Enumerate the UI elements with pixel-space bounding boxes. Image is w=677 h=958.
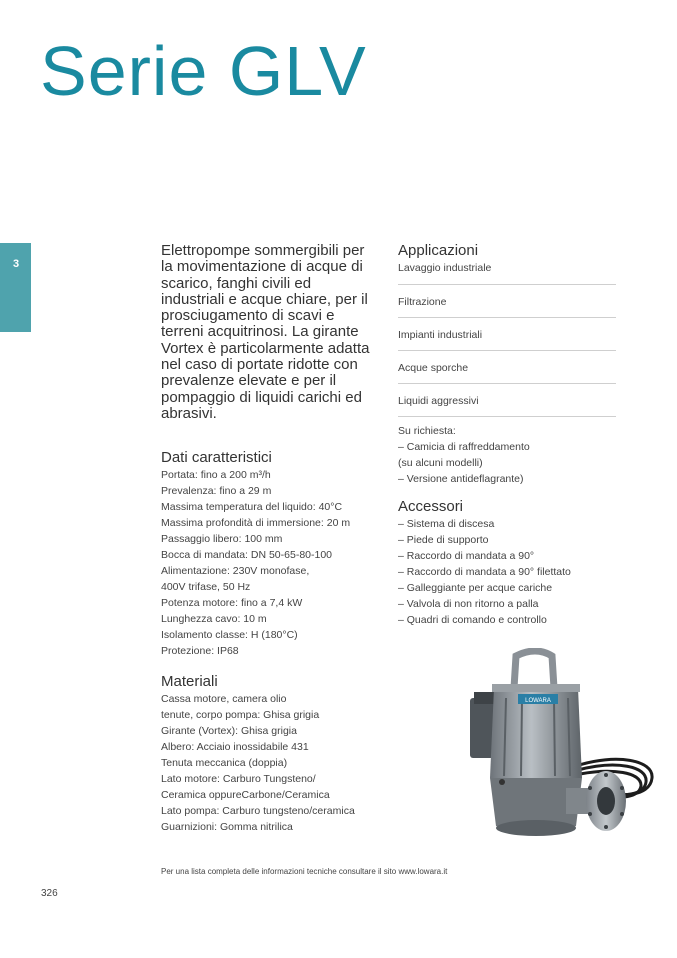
accessori-heading: Accessori (398, 498, 464, 515)
materiali-list (161, 691, 386, 835)
accessori-item: – Piede di supporto (398, 534, 489, 546)
dati-item: Massima profondità di immersione: 20 m (161, 517, 351, 529)
richiesta-item: Su richiesta: (398, 425, 456, 437)
accessori-item: – Raccordo di mandata a 90° filettato (398, 566, 571, 578)
applicazioni-section (398, 242, 616, 487)
accessori-list (398, 516, 628, 628)
materiali-item: Lato pompa: Carburo tungsteno/ceramica (161, 805, 355, 817)
materiali-heading: Materiali (161, 673, 218, 690)
intro-paragraph: Elettropompe sommergibili per la movimentazione di acque di scarico, fanghi civili ed industriali e acque chiare, per il prosciugamento di scavi e terreni acquitrinosi. La girante Vortex è particolarmente adatta nel caso di portate ridotte con prevalenze elevate e per il pompaggio di liquidi carichi ed abrasivi. (161, 242, 370, 422)
richiesta-item: (su alcuni modelli) (398, 457, 483, 469)
dati-item: Bocca di mandata: DN 50-65-80-100 (161, 549, 333, 561)
pump-image (466, 648, 656, 848)
accessori-item: – Sistema di discesa (398, 518, 495, 530)
dati-heading: Dati caratteristici (161, 449, 272, 466)
dati-section (161, 449, 386, 659)
dati-item: 400V trifase, 50 Hz (161, 581, 251, 593)
applicazioni-heading: Applicazioni (398, 242, 479, 259)
applicazioni-list (398, 260, 616, 416)
applicazione-item: Liquidi aggressivi (398, 383, 616, 416)
richiesta-item: – Camicia di raffreddamento (398, 441, 530, 453)
dati-item: Massima temperatura del liquido: 40°C (161, 501, 343, 513)
applicazione-item: Lavaggio industriale (398, 262, 492, 274)
accessori-item: – Valvola di non ritorno a palla (398, 598, 539, 610)
section-tab-number: 3 (13, 258, 20, 270)
materiali-item: tenute, corpo pompa: Ghisa grigia (161, 709, 320, 721)
applicazione-item: Filtrazione (398, 284, 616, 317)
materiali-item: Girante (Vortex): Ghisa grigia (161, 725, 297, 737)
dati-item: Isolamento classe: H (180°C) (161, 629, 298, 641)
materiali-item: Lato motore: Carburo Tungsteno/ (161, 773, 316, 785)
materiali-item: Ceramica oppureCarbone/Ceramica (161, 789, 330, 801)
accessori-item: – Galleggiante per acque cariche (398, 582, 553, 594)
pump-brand-label: LOWARA (525, 698, 551, 704)
materiali-item: Cassa motore, camera olio (161, 693, 287, 705)
applicazione-item: Acque sporche (398, 350, 616, 383)
dati-item: Alimentazione: 230V monofase, (161, 565, 310, 577)
accessori-section (398, 498, 628, 628)
materiali-item: Tenuta meccanica (doppia) (161, 757, 288, 769)
materiali-section (161, 673, 386, 835)
dati-item: Potenza motore: fino a 7,4 kW (161, 597, 303, 609)
accessori-item: – Quadri di comando e controllo (398, 614, 547, 626)
dati-item: Protezione: IP68 (161, 645, 239, 657)
richiesta-list (398, 417, 616, 487)
dati-list (161, 467, 386, 659)
page-number: 326 (41, 888, 58, 899)
footer-note: Per una lista completa delle informazioni tecniche consultare il sito www.lowara.it (161, 867, 448, 876)
richiesta-item: – Versione antideflagrante) (398, 473, 524, 485)
accessori-item: – Raccordo di mandata a 90° (398, 550, 535, 562)
dati-item: Portata: fino a 200 m³/h (161, 469, 271, 481)
section-tab (0, 243, 31, 332)
dati-item: Passaggio libero: 100 mm (161, 533, 283, 545)
materiali-item: Albero: Acciaio inossidabile 431 (161, 741, 309, 753)
applicazione-item: Impianti industriali (398, 317, 616, 350)
dati-item: Prevalenza: fino a 29 m (161, 485, 272, 497)
page-title: Serie GLV (40, 32, 367, 110)
materiali-item: Guarnizioni: Gomma nitrilica (161, 821, 293, 833)
dati-item: Lunghezza cavo: 10 m (161, 613, 267, 625)
